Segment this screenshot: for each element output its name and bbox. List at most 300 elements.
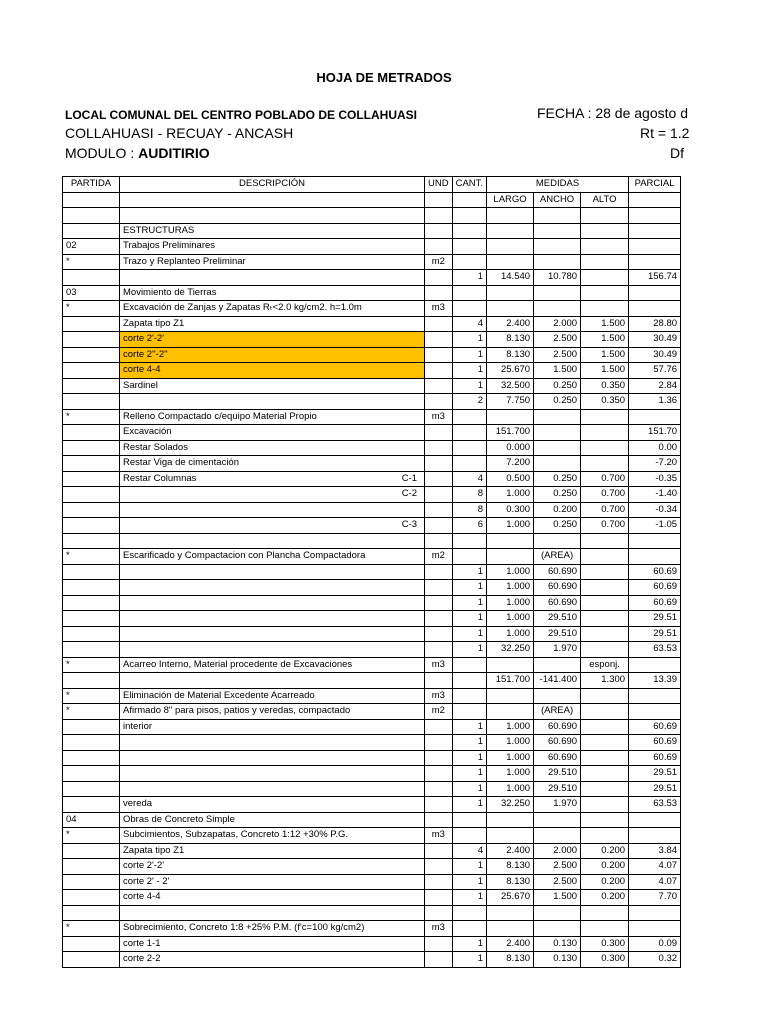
ancho-cell <box>534 688 581 704</box>
partida-cell <box>63 502 120 518</box>
table-row <box>63 378 681 394</box>
table-row <box>63 456 681 472</box>
partida-cell <box>63 223 120 239</box>
alto-cell: 1.500 <box>581 316 629 332</box>
parcial-cell <box>629 657 681 673</box>
col-cant: CANT. <box>452 177 486 193</box>
largo-cell: 1.000 <box>487 626 534 642</box>
ancho-cell: 2.000 <box>534 316 581 332</box>
largo-cell <box>487 812 534 828</box>
partida-cell: * <box>63 828 120 844</box>
table-row <box>63 812 681 828</box>
alto-cell <box>581 301 629 317</box>
descripcion-cell: corte 2'-2' <box>120 332 425 348</box>
largo-cell <box>487 208 534 224</box>
partida-cell <box>63 859 120 875</box>
largo-cell <box>487 254 534 270</box>
und-cell <box>425 642 453 658</box>
col-largo: LARGO <box>487 192 534 208</box>
table-row <box>63 285 681 301</box>
largo-cell: 25.670 <box>487 890 534 906</box>
alto-cell <box>581 921 629 937</box>
alto-cell <box>581 285 629 301</box>
und-cell <box>425 564 453 580</box>
largo-cell: 8.130 <box>487 332 534 348</box>
largo-cell: 7.750 <box>487 394 534 410</box>
largo-cell: 1.000 <box>487 611 534 627</box>
cant-cell: 1 <box>452 952 486 968</box>
descripcion-cell <box>120 533 425 549</box>
cant-cell: 1 <box>452 270 486 286</box>
descripcion-cell <box>120 502 425 518</box>
largo-cell: 8.130 <box>487 347 534 363</box>
descripcion-cell: Eliminación de Material Excedente Acarreado <box>120 688 425 704</box>
alto-cell <box>581 409 629 425</box>
largo-cell: 25.670 <box>487 363 534 379</box>
alto-cell: 0.300 <box>581 936 629 952</box>
table-row <box>63 905 681 921</box>
descripcion-cell <box>120 781 425 797</box>
ancho-cell: 60.690 <box>534 595 581 611</box>
descripcion-cell: Escarificado y Compactacion con Plancha Compactadora <box>120 549 425 565</box>
descripcion-cell <box>120 673 425 689</box>
cant-cell: 1 <box>452 735 486 751</box>
descripcion-cell: corte 2' - 2' <box>120 874 425 890</box>
alto-cell: 1.300 <box>581 673 629 689</box>
largo-cell <box>487 704 534 720</box>
ancho-cell: 60.690 <box>534 564 581 580</box>
largo-cell: 1.000 <box>487 766 534 782</box>
parcial-cell: 30.49 <box>629 332 681 348</box>
partida-cell <box>63 781 120 797</box>
und-cell <box>425 781 453 797</box>
alto-cell <box>581 704 629 720</box>
partida-cell <box>63 719 120 735</box>
ancho-cell: 0.250 <box>534 487 581 503</box>
parcial-cell: 60.69 <box>629 750 681 766</box>
largo-cell <box>487 828 534 844</box>
ancho-cell: 2.500 <box>534 347 581 363</box>
ancho-cell: 0.250 <box>534 518 581 534</box>
alto-cell <box>581 781 629 797</box>
parcial-cell: 63.53 <box>629 797 681 813</box>
parcial-cell: 29.51 <box>629 766 681 782</box>
largo-cell <box>487 239 534 255</box>
table-row <box>63 642 681 658</box>
page-title: HOJA DE METRADOS <box>316 70 452 85</box>
ancho-cell: -141.400 <box>534 673 581 689</box>
partida-cell <box>63 626 120 642</box>
parcial-cell: -1.40 <box>629 487 681 503</box>
table-row <box>63 208 681 224</box>
alto-cell: 0.700 <box>581 487 629 503</box>
partida-cell <box>63 440 120 456</box>
largo-cell: 32.250 <box>487 797 534 813</box>
cant-cell: 4 <box>452 316 486 332</box>
partida-cell <box>63 564 120 580</box>
ancho-cell: 0.250 <box>534 471 581 487</box>
cant-cell <box>452 425 486 441</box>
cant-cell <box>452 239 486 255</box>
parcial-cell: 0.00 <box>629 440 681 456</box>
alto-cell <box>581 440 629 456</box>
descripcion-cell: Trabajos Preliminares <box>120 239 425 255</box>
parcial-cell <box>629 549 681 565</box>
descripcion-cell <box>120 642 425 658</box>
alto-cell: 0.350 <box>581 394 629 410</box>
cant-cell: 1 <box>452 766 486 782</box>
alto-cell <box>581 254 629 270</box>
und-cell <box>425 456 453 472</box>
table-row <box>63 673 681 689</box>
partida-cell: * <box>63 409 120 425</box>
modulo-label <box>65 145 210 161</box>
largo-cell <box>487 688 534 704</box>
cant-cell <box>452 440 486 456</box>
largo-cell: 1.000 <box>487 750 534 766</box>
ancho-cell: 0.250 <box>534 378 581 394</box>
ancho-cell: 0.250 <box>534 394 581 410</box>
descripcion-cell: Obras de Concreto Simple <box>120 812 425 828</box>
parcial-cell <box>629 828 681 844</box>
alto-cell <box>581 905 629 921</box>
und-cell <box>425 270 453 286</box>
parcial-cell <box>629 409 681 425</box>
partida-cell <box>63 316 120 332</box>
cant-cell <box>452 208 486 224</box>
largo-cell <box>487 657 534 673</box>
und-cell <box>425 905 453 921</box>
largo-cell: 0.300 <box>487 502 534 518</box>
parcial-cell: 29.51 <box>629 781 681 797</box>
col-parcial: PARCIAL <box>629 177 681 193</box>
descripcion-cell <box>120 595 425 611</box>
largo-cell: 1.000 <box>487 518 534 534</box>
ancho-cell <box>534 285 581 301</box>
ancho-cell: 1.500 <box>534 890 581 906</box>
descripcion-cell <box>120 750 425 766</box>
cant-cell <box>452 254 486 270</box>
cant-cell: 4 <box>452 471 486 487</box>
alto-cell: esponj. <box>581 657 629 673</box>
parcial-cell: 63.53 <box>629 642 681 658</box>
partida-cell <box>63 611 120 627</box>
parcial-cell: 60.69 <box>629 580 681 596</box>
table-row <box>63 549 681 565</box>
alto-cell <box>581 425 629 441</box>
table-row <box>63 487 681 503</box>
cant-cell: 1 <box>452 332 486 348</box>
parcial-cell: 0.09 <box>629 936 681 952</box>
und-cell <box>425 239 453 255</box>
cant-cell: 2 <box>452 394 486 410</box>
parcial-cell: 60.69 <box>629 719 681 735</box>
table-row <box>63 704 681 720</box>
und-cell: m3 <box>425 921 453 937</box>
alto-cell <box>581 750 629 766</box>
descripcion-cell <box>120 487 425 503</box>
descripcion-cell <box>120 626 425 642</box>
ancho-cell: 0.130 <box>534 936 581 952</box>
und-cell <box>425 766 453 782</box>
cant-cell <box>452 704 486 720</box>
table-row <box>63 409 681 425</box>
largo-cell: 1.000 <box>487 719 534 735</box>
und-cell <box>425 471 453 487</box>
ancho-cell <box>534 425 581 441</box>
ancho-cell: (AREA) <box>534 704 581 720</box>
largo-cell <box>487 549 534 565</box>
col-alto: ALTO <box>581 192 629 208</box>
cant-cell: 1 <box>452 626 486 642</box>
descripcion-cell <box>120 735 425 751</box>
cant-cell <box>452 905 486 921</box>
largo-cell: 1.000 <box>487 781 534 797</box>
und-cell <box>425 611 453 627</box>
descripcion-cell: corte 2-2 <box>120 952 425 968</box>
alto-cell <box>581 549 629 565</box>
ancho-cell: (AREA) <box>534 549 581 565</box>
cant-cell: 1 <box>452 750 486 766</box>
modulo-value: AUDITIRIO <box>138 145 210 161</box>
cant-cell: 1 <box>452 611 486 627</box>
ancho-cell: 60.690 <box>534 735 581 751</box>
table-row <box>63 347 681 363</box>
partida-cell <box>63 347 120 363</box>
parcial-cell: 57.76 <box>629 363 681 379</box>
ancho-cell: 60.690 <box>534 750 581 766</box>
descripcion-cell: interior <box>120 719 425 735</box>
alto-cell <box>581 223 629 239</box>
parcial-cell: 1.36 <box>629 394 681 410</box>
alto-cell: 0.200 <box>581 874 629 890</box>
und-cell <box>425 285 453 301</box>
table-row <box>63 750 681 766</box>
und-cell <box>425 673 453 689</box>
cant-cell: 1 <box>452 347 486 363</box>
partida-cell <box>63 533 120 549</box>
ancho-cell <box>534 828 581 844</box>
column-type-label: C-2 <box>401 488 417 500</box>
table-row <box>63 440 681 456</box>
largo-cell: 7.200 <box>487 456 534 472</box>
descripcion-cell: Zapata tipo Z1 <box>120 316 425 332</box>
ancho-cell <box>534 456 581 472</box>
cant-cell <box>452 301 486 317</box>
cant-cell: 1 <box>452 797 486 813</box>
partida-cell <box>63 378 120 394</box>
alto-cell <box>581 797 629 813</box>
partida-cell <box>63 425 120 441</box>
largo-cell: 8.130 <box>487 859 534 875</box>
und-cell: m3 <box>425 688 453 704</box>
cant-cell: 1 <box>452 363 486 379</box>
descripcion-cell: Sardinel <box>120 378 425 394</box>
table-row <box>63 502 681 518</box>
partida-cell <box>63 890 120 906</box>
table-body <box>63 208 681 968</box>
parcial-cell <box>629 254 681 270</box>
table-row <box>63 223 681 239</box>
descripcion-cell: Subcimientos, Subzapatas, Concreto 1:12 +30% P.G. <box>120 828 425 844</box>
partida-cell <box>63 595 120 611</box>
table-row <box>63 394 681 410</box>
ancho-cell: 2.500 <box>534 859 581 875</box>
col-partida: PARTIDA <box>63 177 120 193</box>
alto-cell <box>581 688 629 704</box>
descripcion-cell <box>120 766 425 782</box>
cant-cell: 1 <box>452 874 486 890</box>
subheader-row <box>63 192 681 208</box>
und-cell <box>425 719 453 735</box>
partida-cell: * <box>63 704 120 720</box>
table-row <box>63 471 681 487</box>
cant-cell <box>452 285 486 301</box>
ancho-cell: 60.690 <box>534 580 581 596</box>
ancho-cell: 29.510 <box>534 626 581 642</box>
table-row <box>63 611 681 627</box>
descripcion-cell <box>120 518 425 534</box>
ancho-cell: 1.970 <box>534 797 581 813</box>
und-cell <box>425 378 453 394</box>
partida-cell <box>63 797 120 813</box>
cant-cell <box>452 921 486 937</box>
partida-cell: * <box>63 549 120 565</box>
und-cell <box>425 843 453 859</box>
ancho-cell: 10.780 <box>534 270 581 286</box>
cant-cell: 1 <box>452 890 486 906</box>
df-label: Df <box>670 145 684 161</box>
column-type-label: C-1 <box>401 472 417 484</box>
descripcion-cell: Afirmado 8" para pisos, patios y veredas, compactado <box>120 704 425 720</box>
table-row <box>63 363 681 379</box>
partida-cell <box>63 471 120 487</box>
table-row <box>63 952 681 968</box>
und-cell <box>425 797 453 813</box>
parcial-cell: 60.69 <box>629 735 681 751</box>
parcial-cell: 29.51 <box>629 611 681 627</box>
alto-cell <box>581 456 629 472</box>
alto-cell <box>581 626 629 642</box>
table-row <box>63 781 681 797</box>
largo-cell: 32.250 <box>487 642 534 658</box>
table-row <box>63 580 681 596</box>
col-medidas: MEDIDAS <box>487 177 629 193</box>
partida-cell <box>63 208 120 224</box>
ancho-cell: 2.500 <box>534 332 581 348</box>
parcial-cell <box>629 208 681 224</box>
largo-cell <box>487 301 534 317</box>
alto-cell: 1.500 <box>581 332 629 348</box>
partida-cell <box>63 332 120 348</box>
cant-cell <box>452 828 486 844</box>
descripcion-cell: corte 4-4 <box>120 890 425 906</box>
largo-cell: 1.000 <box>487 564 534 580</box>
location-label: COLLAHUASI - RECUAY - ANCASH <box>65 125 294 141</box>
alto-cell <box>581 270 629 286</box>
ancho-cell <box>534 921 581 937</box>
partida-cell <box>63 363 120 379</box>
table-row <box>63 301 681 317</box>
parcial-cell <box>629 301 681 317</box>
ancho-cell: 0.130 <box>534 952 581 968</box>
cant-cell: 1 <box>452 719 486 735</box>
parcial-cell <box>629 905 681 921</box>
table-row <box>63 254 681 270</box>
parcial-cell <box>629 812 681 828</box>
date-label: FECHA : 28 de agosto d <box>537 105 688 121</box>
modulo-prefix: MODULO : <box>65 145 135 161</box>
descripcion-cell <box>120 564 425 580</box>
alto-cell: 1.500 <box>581 347 629 363</box>
table-row <box>63 626 681 642</box>
und-cell <box>425 440 453 456</box>
partida-cell <box>63 766 120 782</box>
alto-cell: 0.300 <box>581 952 629 968</box>
und-cell: m3 <box>425 301 453 317</box>
und-cell: m3 <box>425 657 453 673</box>
alto-cell: 0.350 <box>581 378 629 394</box>
ancho-cell <box>534 440 581 456</box>
alto-cell <box>581 642 629 658</box>
alto-cell <box>581 828 629 844</box>
table-row <box>63 797 681 813</box>
und-cell: m2 <box>425 549 453 565</box>
largo-cell: 14.540 <box>487 270 534 286</box>
ancho-cell <box>534 812 581 828</box>
parcial-cell: 29.51 <box>629 626 681 642</box>
descripcion-cell: Trazo y Replanteo Preliminar <box>120 254 425 270</box>
alto-cell <box>581 611 629 627</box>
partida-cell: 04 <box>63 812 120 828</box>
und-cell <box>425 750 453 766</box>
table-row <box>63 921 681 937</box>
parcial-cell: 2.84 <box>629 378 681 394</box>
ancho-cell <box>534 208 581 224</box>
alto-cell: 1.500 <box>581 363 629 379</box>
cant-cell: 6 <box>452 518 486 534</box>
cant-cell: 1 <box>452 378 486 394</box>
alto-cell <box>581 812 629 828</box>
alto-cell <box>581 564 629 580</box>
alto-cell <box>581 208 629 224</box>
und-cell <box>425 425 453 441</box>
table-row <box>63 843 681 859</box>
descripcion-cell: corte 2'-2' <box>120 859 425 875</box>
table-row <box>63 859 681 875</box>
und-cell: m3 <box>425 828 453 844</box>
col-descripcion: DESCRIPCIÓN <box>120 177 425 193</box>
table-row <box>63 828 681 844</box>
ancho-cell <box>534 409 581 425</box>
cant-cell: 1 <box>452 595 486 611</box>
column-type-label: C-3 <box>401 519 417 531</box>
descripcion-cell: Excavación de Zanjas y Zapatas Rₜ<2.0 kg/cm2. h=1.0m <box>120 301 425 317</box>
largo-cell: 32.500 <box>487 378 534 394</box>
partida-cell <box>63 456 120 472</box>
cant-cell: 1 <box>452 859 486 875</box>
und-cell <box>425 890 453 906</box>
descripcion-cell: Relleno Compactado c/equipo Material Propio <box>120 409 425 425</box>
ancho-cell: 2.000 <box>534 843 581 859</box>
cant-cell: 1 <box>452 781 486 797</box>
descripcion-cell: corte 2''-2'' <box>120 347 425 363</box>
cant-cell <box>452 223 486 239</box>
parcial-cell: 13.39 <box>629 673 681 689</box>
ancho-cell <box>534 254 581 270</box>
ancho-cell: 1.500 <box>534 363 581 379</box>
largo-cell <box>487 905 534 921</box>
